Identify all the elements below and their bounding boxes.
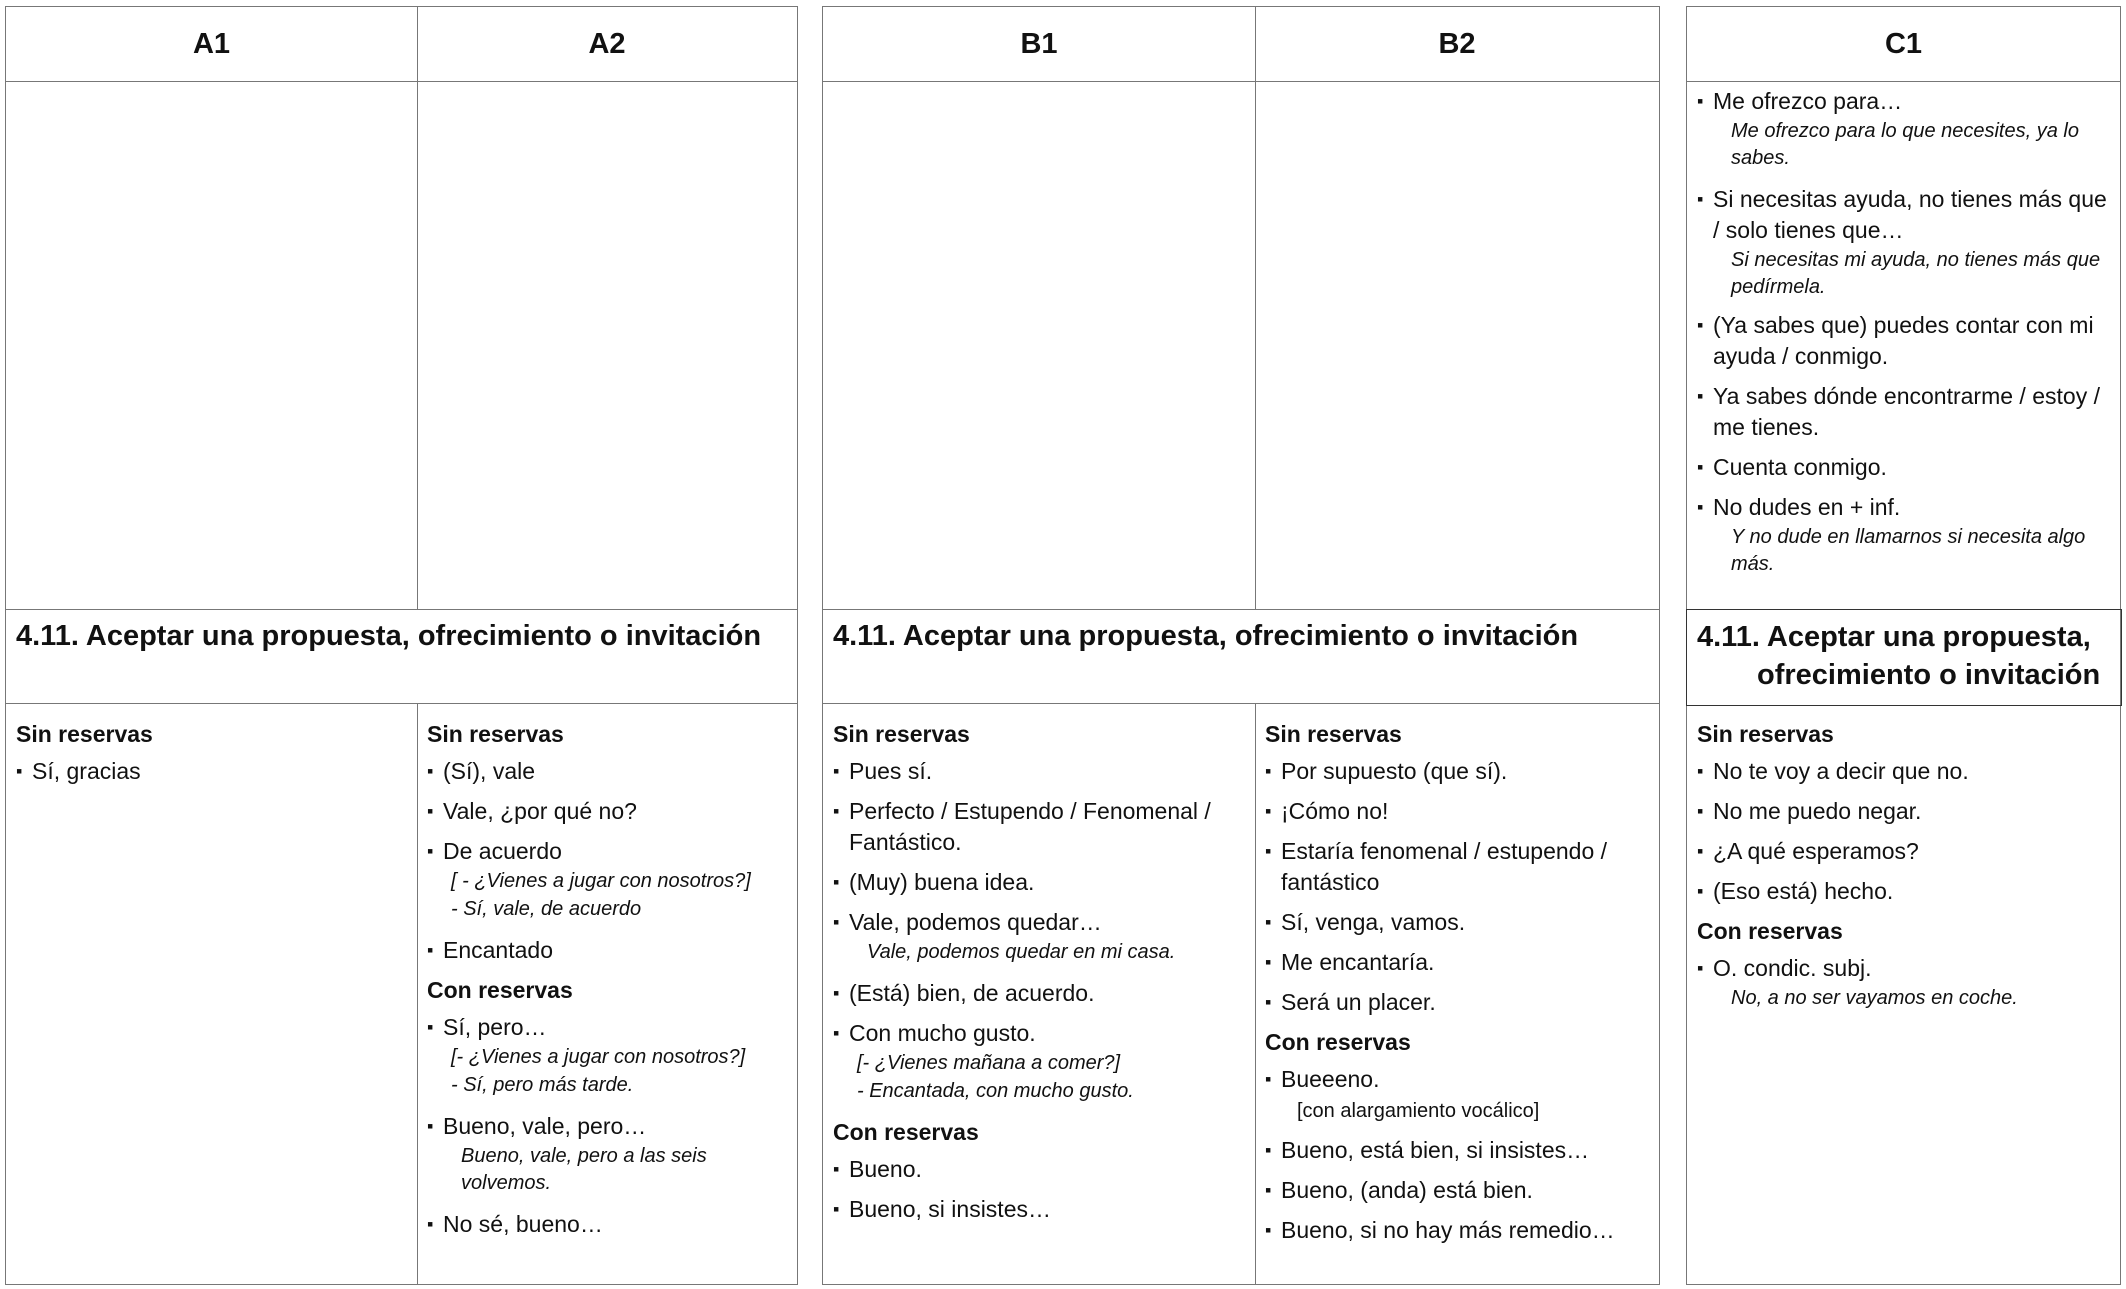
example: Y no dude en llamarnos si necesita algo más. xyxy=(1731,526,2086,575)
list-item xyxy=(1265,907,1650,938)
item-text: Con mucho gusto. xyxy=(849,1020,1036,1046)
item-text: Por supuesto (que sí). xyxy=(1281,758,1508,784)
list-item xyxy=(1697,836,2107,867)
item-text: No me puedo negar. xyxy=(1713,798,1922,824)
item-text: (Ya sabes que) puedes contar con mi ayuda / conmigo. xyxy=(1713,312,2094,369)
item-text: ¡Cómo no! xyxy=(1281,798,1389,824)
list-item xyxy=(1265,1135,1650,1166)
divider xyxy=(6,703,797,704)
c1-content xyxy=(1697,713,2107,1021)
list-item xyxy=(1265,987,1650,1018)
section-title-line: 4.11. Aceptar una propuesta, xyxy=(1697,621,2091,653)
header-c1: C1 xyxy=(1884,27,1923,60)
item-text: Me encantaría. xyxy=(1281,949,1435,975)
list-item xyxy=(427,796,787,827)
list-item xyxy=(1265,796,1650,827)
list-item xyxy=(1697,953,2107,1012)
item-text: Bueno, si no hay más remedio… xyxy=(1281,1217,1615,1243)
list-item xyxy=(833,978,1238,1009)
panel-c xyxy=(1686,6,2121,1285)
list-item xyxy=(1265,756,1650,787)
item-text: Ya sabes dónde encontrarme / estoy / me tienes. xyxy=(1713,383,2100,440)
list-item xyxy=(1265,1175,1650,1206)
example: - Sí, pero más tarde. xyxy=(451,1074,634,1096)
list-item xyxy=(427,836,787,923)
divider xyxy=(6,81,797,82)
list-item xyxy=(1697,86,2107,172)
item-text: Bueno, si insistes… xyxy=(849,1196,1051,1222)
list-item xyxy=(1265,947,1650,978)
category-sin-reservas: Sin reservas xyxy=(1697,721,1834,747)
item-text: (Está) bien, de acuerdo. xyxy=(849,980,1095,1006)
category-sin-reservas: Sin reservas xyxy=(427,721,564,747)
item-text: De acuerdo xyxy=(443,838,562,864)
example: Bueno, vale, pero a las seis volvemos. xyxy=(461,1145,707,1194)
item-text: Vale, ¿por qué no? xyxy=(443,798,637,824)
example: Si necesitas mi ayuda, no tienes más que pedírmela. xyxy=(1731,249,2101,298)
item-text: No dudes en + inf. xyxy=(1713,494,1901,520)
category-con-reservas: Con reservas xyxy=(427,977,573,1003)
divider xyxy=(1687,81,2120,82)
list-item xyxy=(427,1111,787,1197)
category-sin-reservas: Sin reservas xyxy=(833,721,970,747)
a1-content xyxy=(16,713,406,796)
list-item xyxy=(833,867,1238,898)
category-con-reservas: Con reservas xyxy=(833,1119,979,1145)
list-item xyxy=(1697,492,2107,578)
item-text: Pues sí. xyxy=(849,758,933,784)
section-title-c xyxy=(1686,609,2122,706)
item-text: No te voy a decir que no. xyxy=(1713,758,1969,784)
item-text: Bueno, vale, pero… xyxy=(443,1113,647,1139)
b1-content xyxy=(833,713,1238,1234)
example: - Encantada, con mucho gusto. xyxy=(857,1080,1134,1102)
category-sin-reservas: Sin reservas xyxy=(16,721,153,747)
example: - Sí, vale, de acuerdo xyxy=(451,898,642,920)
example: [- ¿Vienes a jugar con nosotros?] xyxy=(451,1046,746,1068)
list-item xyxy=(1265,1064,1650,1125)
item-text: Cuenta conmigo. xyxy=(1713,454,1887,480)
divider xyxy=(823,609,1659,610)
header-a2: A2 xyxy=(588,27,626,60)
list-item xyxy=(1697,796,2107,827)
category-sin-reservas: Sin reservas xyxy=(1265,721,1402,747)
list-item xyxy=(427,1012,787,1099)
note: [con alargamiento vocálico] xyxy=(1297,1100,1540,1122)
item-text: ¿A qué esperamos? xyxy=(1713,838,1919,864)
a2-content xyxy=(427,713,787,1249)
item-text: Sí, venga, vamos. xyxy=(1281,909,1466,935)
header-a1: A1 xyxy=(192,27,231,60)
list-item: ▪ Sí, gracias xyxy=(16,756,406,787)
item-text: (Sí), vale xyxy=(443,758,536,784)
item-text: Encantado xyxy=(443,937,553,963)
header-b2: B2 xyxy=(1438,27,1476,60)
list-item xyxy=(833,907,1238,966)
list-item xyxy=(833,756,1238,787)
item-text: Sí, pero… xyxy=(443,1014,547,1040)
item-text: (Eso está) hecho. xyxy=(1713,878,1894,904)
item-text: No sé, bueno… xyxy=(443,1211,603,1237)
b2-content xyxy=(1265,713,1650,1255)
list-item xyxy=(1265,1215,1650,1246)
item-text: Bueno, (anda) está bien. xyxy=(1281,1177,1533,1203)
list-item xyxy=(833,796,1238,858)
item-text: Será un placer. xyxy=(1281,989,1436,1015)
divider xyxy=(6,609,797,610)
example: [ - ¿Vienes a jugar con nosotros?] xyxy=(451,870,751,892)
item-text: Bueno. xyxy=(849,1156,922,1182)
section-title-a: 4.11. Aceptar una propuesta, ofrecimiento o invitación xyxy=(16,620,762,652)
example: No, a no ser vayamos en coche. xyxy=(1731,987,2018,1009)
list-item xyxy=(833,1194,1238,1225)
list-item xyxy=(427,756,787,787)
category-con-reservas: Con reservas xyxy=(1265,1029,1411,1055)
item-text: (Muy) buena idea. xyxy=(849,869,1035,895)
item-text: Perfecto / Estupendo / Fenomenal / Fantástico. xyxy=(849,798,1211,855)
item-text: Estaría fenomenal / estupendo / fantástico xyxy=(1281,838,1608,895)
divider xyxy=(417,703,418,1284)
example: Me ofrezco para lo que necesites, ya lo sabes. xyxy=(1731,120,2079,169)
list-item xyxy=(427,935,787,966)
item-text: Me ofrezco para… xyxy=(1713,88,1903,114)
divider xyxy=(823,703,1659,704)
section-title-line: ofrecimiento o invitación xyxy=(1757,659,2101,691)
list-item xyxy=(1265,836,1650,898)
list-item xyxy=(1697,310,2107,372)
example: Vale, podemos quedar en mi casa. xyxy=(867,941,1176,963)
panel-b xyxy=(822,6,1660,1285)
category-con-reservas: Con reservas xyxy=(1697,918,1843,944)
list-item xyxy=(833,1018,1238,1105)
c1-top-content xyxy=(1697,86,2107,587)
panel-a xyxy=(5,6,798,1285)
list-item xyxy=(1697,184,2107,301)
list-item xyxy=(1697,756,2107,787)
list-item xyxy=(1697,876,2107,907)
list-item xyxy=(833,1154,1238,1185)
item-text: Vale, podemos quedar… xyxy=(849,909,1102,935)
header-b1: B1 xyxy=(1020,27,1058,60)
divider xyxy=(417,7,418,609)
list-item xyxy=(1697,381,2107,443)
divider xyxy=(1255,7,1256,609)
item-text: O. condic. subj. xyxy=(1713,955,1872,981)
item-text: Si necesitas ayuda, no tienes más que / solo tienes que… xyxy=(1713,186,2107,243)
list-item xyxy=(1697,452,2107,483)
divider xyxy=(1255,703,1256,1284)
item-text: Bueeeno. xyxy=(1281,1066,1380,1092)
list-item xyxy=(427,1209,787,1240)
divider xyxy=(823,81,1659,82)
item-text: Bueno, está bien, si insistes… xyxy=(1281,1137,1590,1163)
example: [- ¿Vienes mañana a comer?] xyxy=(857,1052,1121,1074)
section-title-b: 4.11. Aceptar una propuesta, ofrecimiento o invitación xyxy=(833,620,1579,652)
